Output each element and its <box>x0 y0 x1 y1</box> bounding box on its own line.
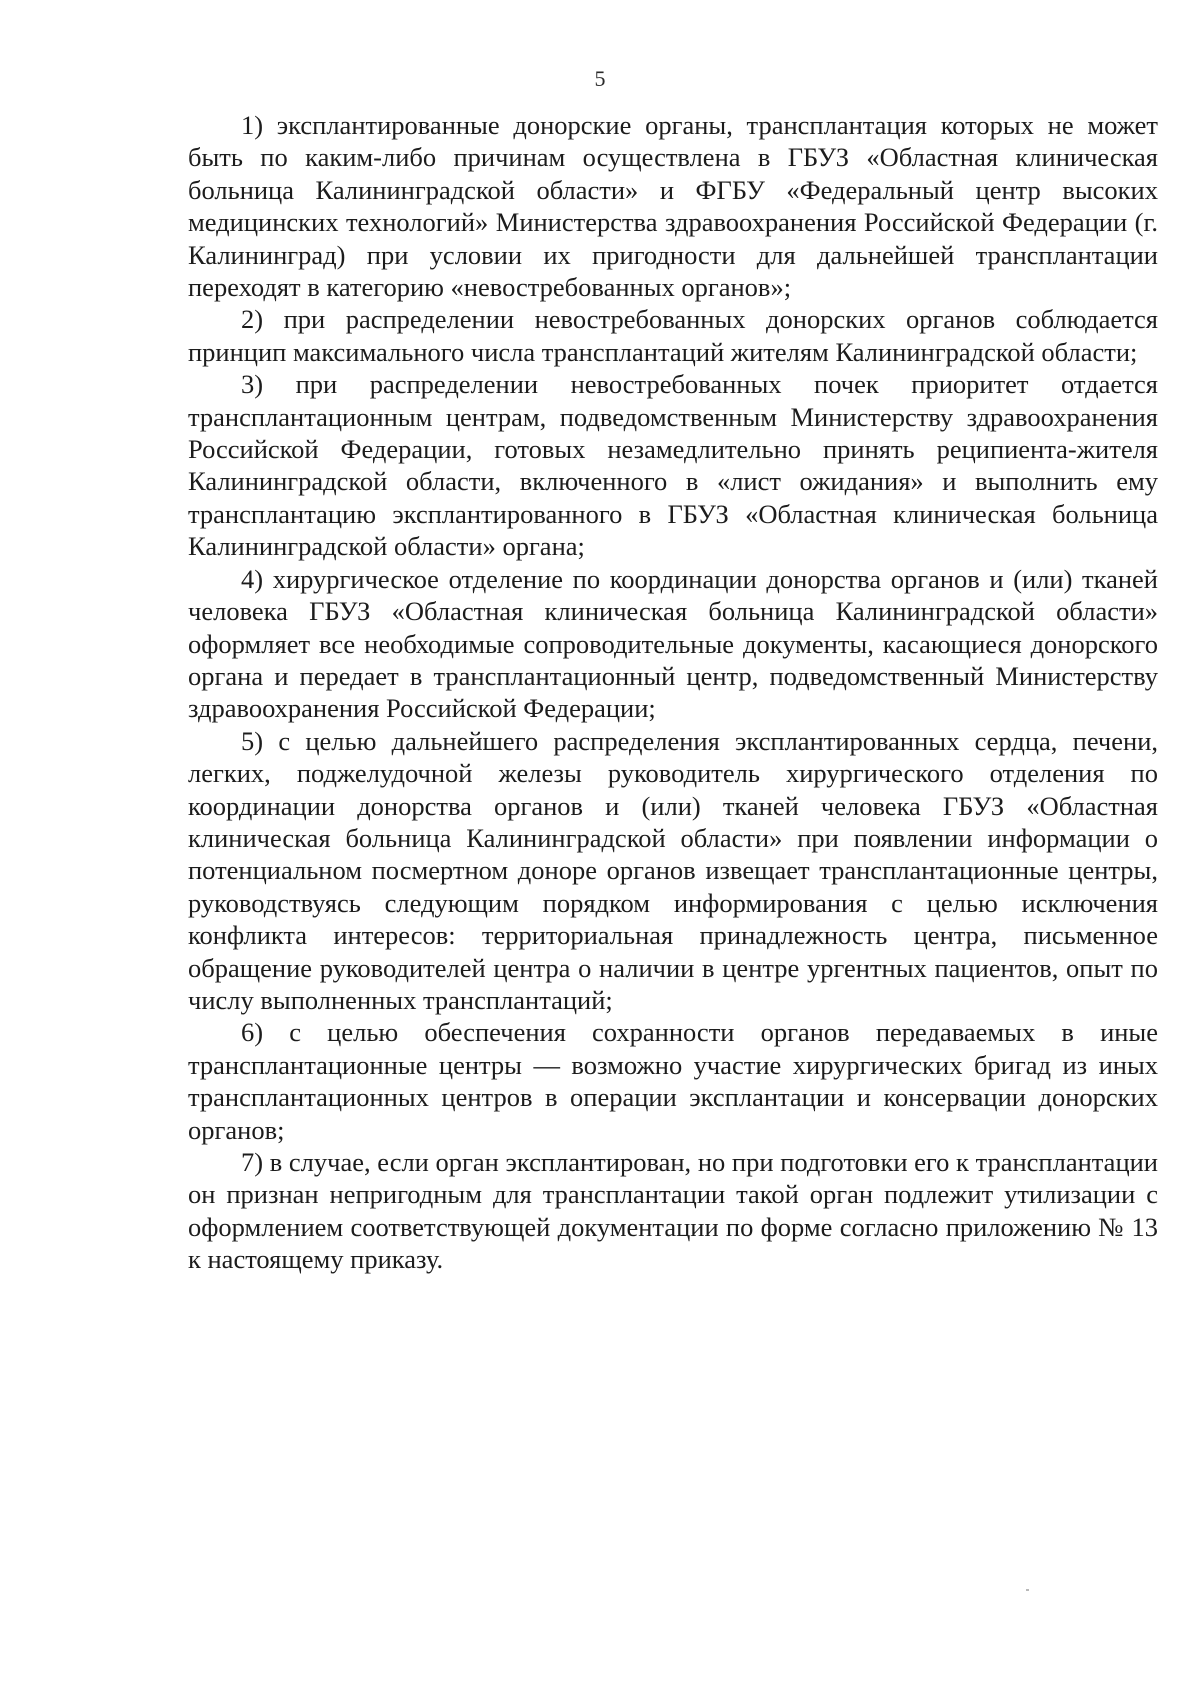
list-item-5: 5) с целью дальнейшего распределения эксплантированных сердца, печени, легких, поджелудочной железы руководитель хирургического отделения по координации донорства органов и (или) тканей человека ГБУЗ «Областная клиническая больница Калининградской области» при появлении информации о потенциальном посмертном доноре органов извещает трансплантационные центры, руководствуясь следующим порядком информирования с целью исключения конфликта интересов: территориальная принадлежность центра, письменное обращение руководителей центра о наличии в центре ургентных пациентов, опыт по числу выполненных трансплантаций; <box>188 725 1158 1015</box>
document-body <box>188 109 1158 1276</box>
list-item-1: 1) эксплантированные донорские органы, трансплантация которых не может быть по каким-либо причинам осуществлена в ГБУЗ «Областная клиническая больница Калининградской области» и ФГБУ «Федеральный центр высоких медицинских технологий» Министерства здравоохранения Российской Федерации (г. Калининград) при условии их пригодности для дальнейшей трансплантации переходят в категорию «невостребованных органов»; <box>188 110 1158 303</box>
list-item-4: 4) хирургическое отделение по координации донорства органов и (или) тканей человека ГБУЗ «Областная клиническая больница Калининградской области» оформляет все необходимые сопроводительные документы, касающиеся донорского органа и передает в трансплантационный центр, подведомственный Министерству здравоохранения Российской Федерации; <box>188 563 1158 724</box>
list-item-3: 3) при распределении невостребованных почек приоритет отдается трансплантационным центрам, подведомственным Министерству здравоохранения Российской Федерации, готовых незамедлительно принять реципиента-жителя Калининградской области, включенного в «лист ожидания» и выполнить ему трансплантацию эксплантированного в ГБУЗ «Областная клиническая больница Калининградской области» органа; <box>188 369 1158 562</box>
page-number: 5 <box>594 66 606 91</box>
scan-speck <box>1026 1589 1029 1591</box>
list-item-6: 6) с целью обеспечения сохранности органов передаваемых в иные трансплантационные центры — возможно участие хирургических бригад из иных трансплантационных центров в операции эксплантации и консервации донорских органов; <box>188 1017 1158 1145</box>
list-item-7: 7) в случае, если орган эксплантирован, но при подготовки его к трансплантации он признан непригодным для трансплантации такой орган подлежит утилизации с оформлением соответствующей документации по форме согласно приложению № 13 к настоящему приказу. <box>188 1147 1158 1275</box>
list-item-2: 2) при распределении невостребованных донорских органов соблюдается принцип максимального числа трансплантаций жителям Калининградской области; <box>188 304 1158 367</box>
